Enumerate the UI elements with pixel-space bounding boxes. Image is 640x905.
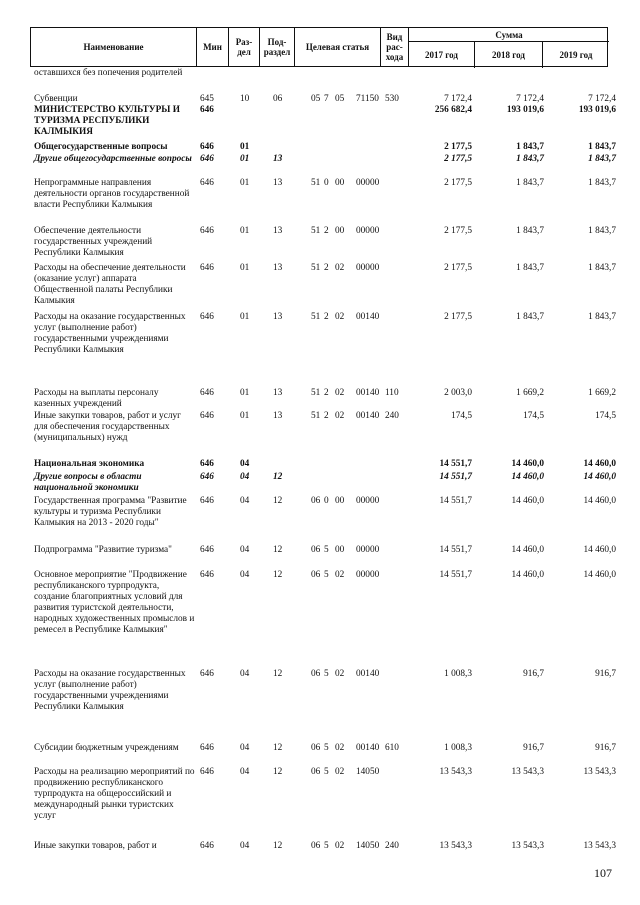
row-target-part1: 06 (311, 767, 321, 777)
row-target-part1: 06 (311, 743, 321, 753)
row-subsection: 13 (273, 312, 283, 322)
row-expense-type: 530 (385, 94, 399, 104)
row-target-part1: 51 (311, 312, 321, 322)
row-ministry-code: 646 (200, 263, 214, 273)
row-ministry-code: 646 (200, 388, 214, 398)
row-target-part3: 02 (335, 411, 345, 421)
row-section: 04 (240, 459, 250, 469)
row-target-part3: 02 (335, 312, 345, 322)
row-target-part2: 5 (324, 545, 329, 555)
row-target-part2: 5 (324, 743, 329, 753)
row-subsection: 13 (273, 226, 283, 236)
row-subsection: 12 (273, 669, 283, 679)
row-target-part2: 5 (324, 841, 329, 851)
row-target-part3: 02 (335, 570, 345, 580)
row-sum-2019: 1 843,7 (588, 312, 616, 322)
row-expense-type: 240 (385, 411, 399, 421)
row-sum-2019: 1 843,7 (588, 178, 616, 188)
row-ministry-code: 646 (200, 669, 214, 679)
row-sum-2018: 13 543,3 (511, 767, 544, 777)
row-target-part1: 51 (311, 226, 321, 236)
row-expense-type: 610 (385, 743, 399, 753)
row-target-part3: 00 (335, 496, 345, 506)
row-name: Расходы на оказание государственных услуг (выполнение работ) государственными учреждениями Республики Калмыкия (34, 312, 186, 355)
row-target-part2: 2 (324, 226, 329, 236)
row-sum-2018: 193 019,6 (506, 105, 544, 115)
row-name: Субвенции (34, 94, 78, 104)
row-sum-2018: 1 669,2 (516, 388, 544, 398)
row-target-part3: 02 (335, 841, 345, 851)
row-target-part3: 05 (335, 94, 345, 104)
row-name: Расходы на выплаты персоналу казенных учреждений (34, 388, 159, 409)
row-name: Расходы на обеспечение деятельности (оказание услуг) аппарата Общественной палаты Республики Калмыкия (34, 263, 186, 306)
row-sum-2017: 7 172,4 (444, 94, 472, 104)
row-ministry-code: 646 (200, 226, 214, 236)
row-sum-2017: 14 551,7 (439, 459, 472, 469)
row-target-part1: 06 (311, 496, 321, 506)
row-section: 01 (240, 263, 250, 273)
row-section: 04 (240, 570, 250, 580)
row-sum-2018: 14 460,0 (511, 472, 544, 482)
row-sum-2019: 13 543,3 (583, 841, 616, 851)
row-section: 01 (240, 178, 250, 188)
row-sum-2017: 14 551,7 (439, 545, 472, 555)
row-sum-2017: 2 177,5 (444, 312, 472, 322)
row-ministry-code: 646 (200, 142, 214, 152)
row-target-part4: 00140 (356, 743, 380, 753)
row-ministry-code: 646 (200, 570, 214, 580)
header-year-2018: 2018 год (475, 42, 543, 68)
row-target-part2: 2 (324, 263, 329, 273)
row-ministry-code: 646 (200, 472, 214, 482)
row-target-part4: 00000 (356, 496, 380, 506)
row-target-part3: 02 (335, 743, 345, 753)
row-subsection: 12 (273, 496, 283, 506)
page-number: 107 (594, 866, 612, 880)
row-sum-2017: 2 177,5 (444, 178, 472, 188)
row-sum-2018: 14 460,0 (511, 459, 544, 469)
row-sum-2018: 1 843,7 (516, 312, 544, 322)
header-name: Наименование (31, 28, 197, 66)
row-sum-2018: 7 172,4 (516, 94, 544, 104)
row-target-part4: 14050 (356, 841, 380, 851)
row-section: 04 (240, 472, 250, 482)
row-ministry-code: 646 (200, 459, 214, 469)
row-subsection: 12 (273, 570, 283, 580)
row-target-part4: 00000 (356, 263, 380, 273)
row-ministry-code: 646 (200, 154, 214, 164)
row-target-part4: 00140 (356, 388, 380, 398)
row-target-part4: 00000 (356, 545, 380, 555)
row-target-part1: 06 (311, 570, 321, 580)
row-target-part4: 00000 (356, 226, 380, 236)
row-sum-2017: 13 543,3 (439, 841, 472, 851)
row-sum-2017: 2 177,5 (444, 263, 472, 273)
row-ministry-code: 646 (200, 105, 214, 115)
row-sum-2018: 14 460,0 (511, 545, 544, 555)
row-sum-2018: 14 460,0 (511, 496, 544, 506)
row-subsection: 12 (273, 743, 283, 753)
row-ministry-code: 646 (200, 312, 214, 322)
row-subsection: 13 (273, 411, 283, 421)
row-section: 01 (240, 388, 250, 398)
row-sum-2017: 2 177,5 (444, 226, 472, 236)
row-sum-2017: 2 177,5 (444, 154, 472, 164)
row-sum-2019: 13 543,3 (583, 767, 616, 777)
row-sum-2017: 2 003,0 (444, 388, 472, 398)
row-target-part2: 7 (324, 94, 329, 104)
row-sum-2019: 1 843,7 (588, 226, 616, 236)
row-ministry-code: 646 (200, 767, 214, 777)
row-target-part2: 0 (324, 496, 329, 506)
row-target-part1: 51 (311, 411, 321, 421)
row-sum-2019: 14 460,0 (583, 545, 616, 555)
row-expense-type: 240 (385, 841, 399, 851)
row-target-part2: 2 (324, 388, 329, 398)
row-section: 01 (240, 312, 250, 322)
row-subsection: 12 (273, 841, 283, 851)
row-name: Другие общегосударственные вопросы (34, 154, 192, 164)
row-name: Расходы на оказание государственных услуг (выполнение работ) государственными учреждениями Республики Калмыкия (34, 669, 186, 712)
row-subsection: 12 (273, 767, 283, 777)
row-target-part4: 00140 (356, 669, 380, 679)
row-sum-2018: 916,7 (523, 669, 544, 679)
row-name: Основное мероприятие "Продвижение республиканского турпродукта, создание благоприятных условий для развития туристской деятельности, народных художественных промыслов и ремесел в Республике Калмыкия" (34, 570, 195, 635)
row-sum-2019: 14 460,0 (583, 472, 616, 482)
row-target-part4: 71150 (356, 94, 379, 104)
row-sum-2018: 1 843,7 (516, 178, 544, 188)
row-name: Государственная программа "Развитие культуры и туризма Республики Калмыкия на 2013 - 2020 годы" (34, 496, 187, 528)
row-subsection: 13 (273, 388, 283, 398)
row-ministry-code: 646 (200, 178, 214, 188)
row-subsection: 13 (273, 178, 283, 188)
row-section: 01 (240, 226, 250, 236)
row-target-part2: 5 (324, 767, 329, 777)
row-sum-2018: 13 543,3 (511, 841, 544, 851)
row-target-part3: 00 (335, 226, 345, 236)
row-ministry-code: 646 (200, 743, 214, 753)
row-name: Национальная экономика (34, 459, 145, 469)
row-subsection: 06 (273, 94, 283, 104)
row-name: Подпрограмма "Развитие туризма" (34, 545, 172, 555)
row-sum-2019: 1 669,2 (588, 388, 616, 398)
header-target-article: Целевая статья (295, 28, 381, 66)
row-target-part1: 06 (311, 841, 321, 851)
header-year-2019: 2019 год (559, 50, 593, 60)
row-sum-2017: 14 551,7 (439, 496, 472, 506)
row-name: Иные закупки товаров, работ и (34, 841, 157, 851)
header-year-2017: 2017 год (409, 42, 475, 68)
row-name: Обеспечение деятельности государственных учреждений Республики Калмыкия (34, 226, 153, 258)
row-target-part2: 2 (324, 312, 329, 322)
row-target-part1: 51 (311, 388, 321, 398)
header-podrazdel: Под- раздел (260, 28, 295, 66)
row-subsection: 13 (273, 154, 283, 164)
row-sum-2018: 14 460,0 (511, 570, 544, 580)
row-target-part3: 02 (335, 669, 345, 679)
row-ministry-code: 645 (200, 94, 214, 104)
row-name: Непрограммные направления деятельности органов государственной власти Республики Калмыкия (34, 178, 190, 210)
row-section: 04 (240, 743, 250, 753)
header-sum: Сумма (409, 28, 609, 42)
row-target-part1: 06 (311, 669, 321, 679)
row-target-part1: 06 (311, 545, 321, 555)
row-sum-2019: 7 172,4 (588, 94, 616, 104)
row-target-part2: 5 (324, 570, 329, 580)
row-sum-2019: 1 843,7 (588, 142, 616, 152)
row-section: 04 (240, 669, 250, 679)
row-section: 01 (240, 154, 250, 164)
row-section: 04 (240, 496, 250, 506)
row-sum-2017: 256 682,4 (434, 105, 472, 115)
row-target-part1: 51 (311, 263, 321, 273)
row-section: 04 (240, 545, 250, 555)
row-sum-2019: 193 019,6 (578, 105, 616, 115)
row-sum-2017: 14 551,7 (439, 570, 472, 580)
row-sum-2019: 14 460,0 (583, 570, 616, 580)
row-target-part3: 02 (335, 263, 345, 273)
row-sum-2017: 174,5 (451, 411, 472, 421)
header-min: Мин (197, 28, 229, 66)
row-target-part4: 00000 (356, 178, 380, 188)
header-expense-type: Вид рас- хода (381, 28, 409, 66)
row-target-part4: 14050 (356, 767, 380, 777)
row-sum-2019: 1 843,7 (588, 263, 616, 273)
row-target-part4: 00140 (356, 411, 380, 421)
row-name: Другие вопросы в области национальной экономики (34, 472, 142, 493)
row-target-part2: 5 (324, 669, 329, 679)
row-section: 01 (240, 142, 250, 152)
row-subsection: 13 (273, 263, 283, 273)
row-sum-2019: 916,7 (595, 669, 616, 679)
row-target-part3: 00 (335, 178, 345, 188)
row-sum-2018: 1 843,7 (516, 226, 544, 236)
row-sum-2018: 1 843,7 (516, 154, 544, 164)
row-sum-2019: 14 460,0 (583, 496, 616, 506)
row-sum-2017: 13 543,3 (439, 767, 472, 777)
row-sum-2018: 1 843,7 (516, 142, 544, 152)
row-sum-2019: 174,5 (595, 411, 616, 421)
row-sum-2018: 1 843,7 (516, 263, 544, 273)
row-name: Общегосударственные вопросы (34, 142, 168, 152)
row-ministry-code: 646 (200, 841, 214, 851)
row-sum-2019: 916,7 (595, 743, 616, 753)
row-subsection: 12 (273, 472, 283, 482)
row-target-part4: 00140 (356, 312, 380, 322)
row-target-part3: 00 (335, 545, 345, 555)
row-ministry-code: 646 (200, 496, 214, 506)
row-sum-2018: 916,7 (523, 743, 544, 753)
row-name: Иные закупки товаров, работ и услуг для обеспечения государственных (муниципальных) нужд (34, 411, 181, 443)
row-name: МИНИСТЕРСТВО КУЛЬТУРЫ И ТУРИЗМА РЕСПУБЛИКИ КАЛМЫКИЯ (34, 105, 180, 137)
row-target-part2: 0 (324, 178, 329, 188)
table-header (30, 27, 608, 67)
row-sum-2017: 1 008,3 (444, 743, 472, 753)
row-sum-2018: 174,5 (523, 411, 544, 421)
row-subsection: 12 (273, 545, 283, 555)
row-sum-2017: 2 177,5 (444, 142, 472, 152)
row-sum-2019: 14 460,0 (583, 459, 616, 469)
row-section: 04 (240, 767, 250, 777)
row-target-part3: 02 (335, 767, 345, 777)
row-section: 04 (240, 841, 250, 851)
row-ministry-code: 646 (200, 545, 214, 555)
row-target-part4: 00000 (356, 570, 380, 580)
row-section: 10 (240, 94, 250, 104)
row-expense-type: 110 (385, 388, 399, 398)
row-target-part1: 51 (311, 178, 321, 188)
row-section: 01 (240, 411, 250, 421)
row-sum-2019: 1 843,7 (588, 154, 616, 164)
row-sum-2017: 14 551,7 (439, 472, 472, 482)
row-name: Расходы на реализацию мероприятий по продвижению республиканского турпродукта на общероссийский и международный рынки туристских услуг (34, 767, 195, 821)
row-target-part2: 2 (324, 411, 329, 421)
row-target-part3: 02 (335, 388, 345, 398)
row-ministry-code: 646 (200, 411, 214, 421)
row-target-part1: 05 (311, 94, 321, 104)
row-sum-2017: 1 008,3 (444, 669, 472, 679)
row-name: Субсидии бюджетным учреждениям (34, 743, 179, 753)
header-razdel: Раз- дел (229, 28, 260, 66)
row-name: оставшихся без попечения родителей (34, 68, 183, 78)
